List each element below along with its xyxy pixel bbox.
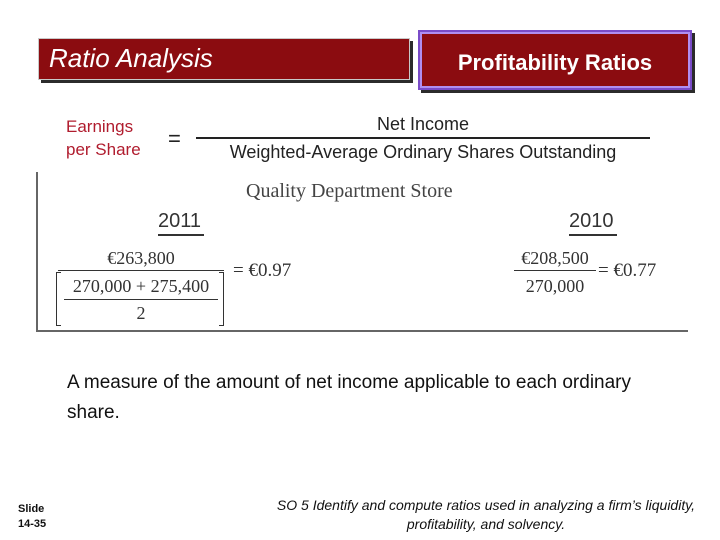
calc-2010-result: = €0.77: [598, 260, 657, 281]
slide-number-line2: 14-35: [18, 518, 47, 530]
calc-2010-numerator: €208,500: [521, 248, 589, 268]
slide-number-line1: Slide: [18, 503, 45, 515]
year-2010-label: 2010: [569, 210, 614, 232]
calc-2011-inner-denominator: 2: [136, 303, 146, 323]
formula-denominator: Weighted-Average Ordinary Shares Outstanding: [229, 142, 617, 162]
calc-2010-bar: [514, 270, 596, 271]
year-2011-label: 2011: [158, 210, 202, 232]
formula-lhs: [66, 115, 141, 161]
year-2011-underline: [158, 234, 204, 236]
calc-2011-result: = €0.97: [233, 260, 292, 281]
formula-lhs-line2: per Share: [66, 140, 141, 159]
title-banner: [38, 38, 410, 80]
formula-fraction-bar: [196, 137, 650, 139]
company-name: Quality Department Store: [246, 180, 453, 202]
formula-numerator: Net Income: [376, 114, 470, 134]
calc-2011-bar: [58, 270, 224, 271]
slide-number: [18, 502, 46, 532]
calc-2011-numerator: €263,800: [107, 248, 175, 268]
year-2010-underline: [569, 234, 617, 236]
slide-title: Ratio Analysis: [49, 43, 213, 73]
study-objective: SO 5 Identify and compute ratios used in analyzing a firm’s liquidity, profitability, and solvency.: [276, 497, 696, 532]
ratio-description: A measure of the amount of net income applicable to each ordinary share.: [67, 372, 632, 423]
calc-2011-inner-bar: [64, 299, 218, 300]
calc-2010-denominator: 270,000: [525, 276, 585, 296]
formula-equals: =: [168, 126, 181, 151]
formula-lhs-line1: Earnings: [66, 117, 134, 136]
section-title: Profitability Ratios: [457, 50, 653, 75]
section-banner: [418, 30, 692, 90]
calc-2011-inner-numerator: 270,000 + 275,400: [72, 276, 210, 296]
